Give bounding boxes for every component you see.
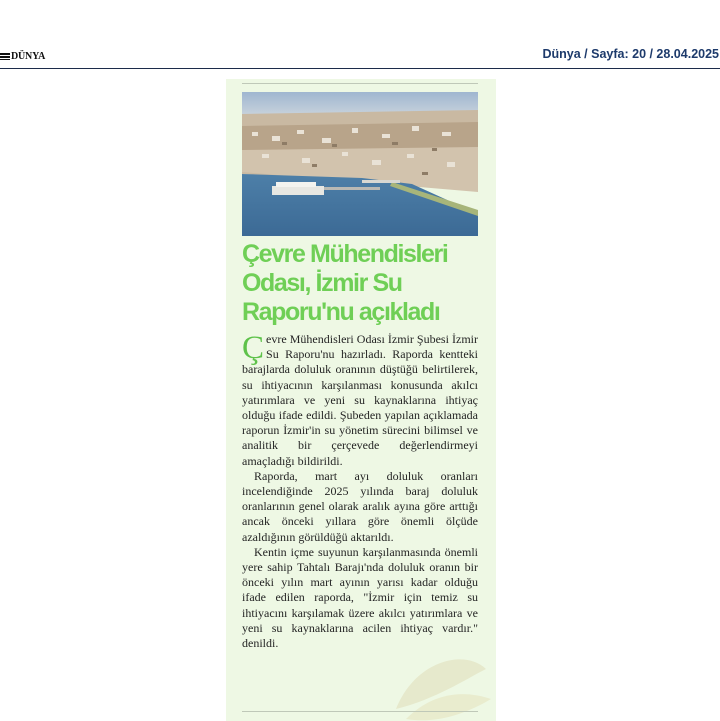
logo-text: DÜNYA <box>11 50 46 62</box>
izmir-coastline-photo <box>242 92 478 236</box>
paragraph-2: Raporda, mart ayı doluluk oranları incelendiğinde 2025 yılında baraj doluluk oranlarının genel olarak aralık ayına göre arttığı ancak önceki yıllara göre önemli ölçüde azaldığının görüldüğü aktarıldı. <box>242 468 478 544</box>
logo-mark-icon <box>0 53 10 60</box>
drop-cap: Ç <box>242 330 265 366</box>
dunya-logo <box>0 49 45 63</box>
article-headline: Çevre Mühendisleri Odası, İzmir Su Raporu'nu açıkladı <box>242 240 448 326</box>
paragraph-1 <box>242 332 478 469</box>
clipping-header <box>0 44 720 69</box>
top-rule <box>242 83 478 84</box>
paragraph-1-text: evre Mühendisleri Odası İzmir Şubesi İzmir Su Raporu'nu hazırladı. Raporda kentteki barajlarda doluluk oranının düştüğü belirtilerek, su ihtiyacının karşılanması konusunda akılcı yatırımlara ve yeni su kaynaklarına ihtiyaç olduğu ifade edildi. Şubeden yapılan açıklamada raporun İzmir'in su yönetim sürecini bilimsel ve analitik bir çerçevede değerlendirmeyi amaçladığı bildirildi. <box>242 332 478 468</box>
leaf-watermark-icon <box>376 639 496 721</box>
paragraph-3: Kentin içme suyunun karşılanmasında önemli yere sahip Tahtalı Barajı'nda doluluk oranın bir önceki yılın mart ayının yarısı kadar olduğu ifade edilen raporda, "İzmir için temiz su ihtiyacını karşılamak üzere akılcı yatırımlara ve yeni su kaynaklarına acilen ihtiyaç vardır." denildi. <box>242 544 478 651</box>
article-body <box>242 332 478 651</box>
page-reference: Dünya / Sayfa: 20 / 28.04.2025 <box>542 47 719 61</box>
newspaper-clipping <box>226 79 496 721</box>
bottom-rule <box>242 711 478 712</box>
